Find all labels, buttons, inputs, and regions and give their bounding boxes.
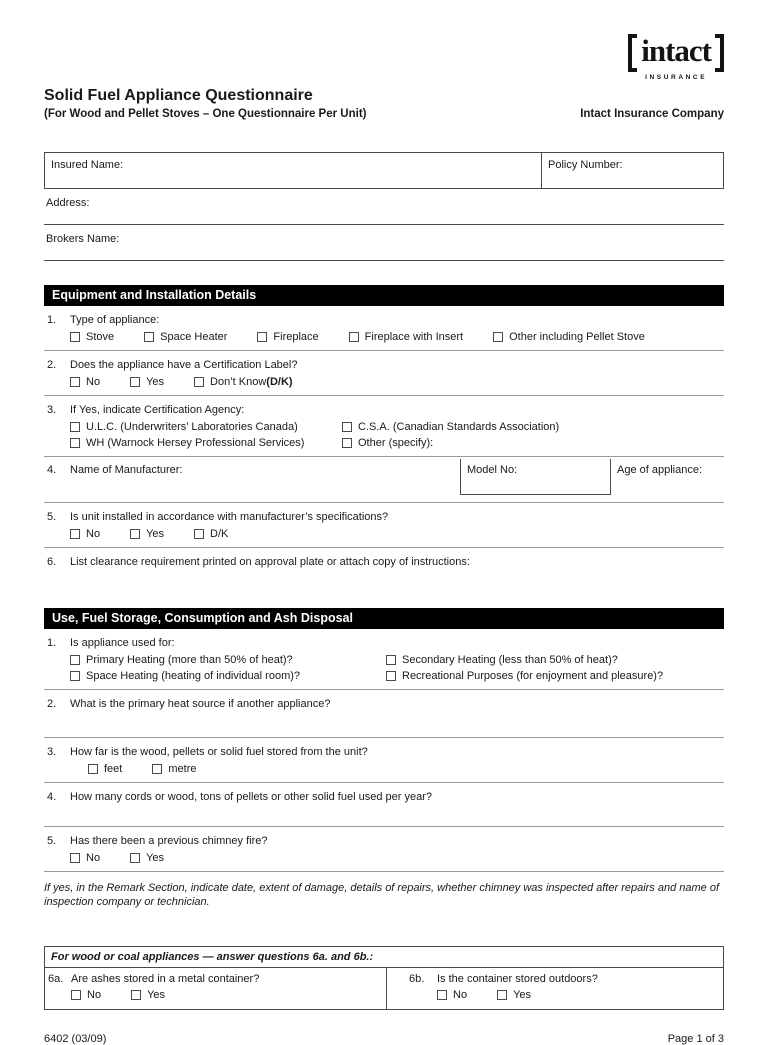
option-yes — [130, 852, 164, 864]
option-label: No — [86, 852, 101, 864]
divider — [44, 502, 724, 503]
question-number: 5. — [47, 511, 57, 523]
answer-area[interactable] — [44, 710, 724, 730]
option-ulc — [70, 421, 342, 433]
option-label: U.L.C. (Underwriters’ Laboratories Canada) — [86, 421, 298, 433]
insured-name-label: Insured Name: — [51, 159, 124, 171]
question-text: Is unit installed in accordance with manufacturer’s specifications? — [70, 511, 389, 523]
manufacturer-label: Name of Manufacturer: — [70, 464, 183, 476]
checkbox-no[interactable] — [70, 853, 80, 863]
checkbox-fireplace-insert[interactable] — [349, 332, 359, 342]
option-no — [70, 376, 100, 388]
option-label: Other including Pellet Stove — [509, 331, 645, 343]
option-label: Primary Heating (more than 50% of heat)? — [86, 654, 293, 666]
checkbox-space-heating[interactable] — [70, 671, 80, 681]
s1-q6 — [44, 556, 724, 568]
option-label: Space Heating (heating of individual room)? — [86, 670, 301, 682]
option-label: Yes — [513, 989, 532, 1001]
checkbox-yes[interactable] — [130, 529, 140, 539]
s1-q2 — [44, 359, 724, 371]
checkbox-no[interactable] — [70, 529, 80, 539]
question-text: Is the container stored outdoors? — [437, 973, 598, 985]
subtitle-row — [44, 108, 724, 120]
option-no — [437, 989, 467, 1001]
divider — [44, 395, 724, 396]
s2-q5 — [44, 835, 724, 847]
option-space-heater — [144, 331, 227, 343]
s1-q5-options — [70, 528, 724, 540]
option-other-specify — [342, 437, 724, 449]
checkbox-dont-know[interactable] — [194, 377, 204, 387]
s2-q5-options — [70, 852, 724, 864]
divider — [44, 456, 724, 457]
option-yes — [130, 528, 164, 540]
option-label: No — [86, 376, 101, 388]
intact-logo — [628, 34, 724, 81]
divider — [44, 689, 724, 690]
option-dk — [194, 528, 228, 540]
question-text: Type of appliance: — [70, 314, 160, 326]
checkbox-dk[interactable] — [194, 529, 204, 539]
s2-q3-options — [88, 763, 724, 775]
logo-wordmark — [628, 34, 724, 72]
question-text: How many cords or wood, tons of pellets or other solid fuel used per year? — [70, 791, 432, 803]
question-number: 6b. — [409, 973, 425, 985]
insured-name-field[interactable] — [45, 153, 541, 188]
question-number: 5. — [47, 835, 57, 847]
brokers-name-field[interactable] — [44, 225, 724, 261]
option-label: WH (Warnock Hersey Professional Services) — [86, 437, 305, 449]
policy-info-table — [44, 152, 724, 261]
option-label: Yes — [147, 989, 166, 1001]
chimney-fire-note: If yes, in the Remark Section, indicate date, extent of damage, details of repairs, whether chimney was inspected after repairs and name of inspection company or technician. — [44, 882, 720, 908]
form-number: 6402 (03/09) — [44, 1033, 107, 1045]
address-field[interactable] — [44, 189, 724, 225]
s1-q5 — [44, 511, 724, 523]
checkbox-fireplace[interactable] — [257, 332, 267, 342]
question-text: How far is the wood, pellets or solid fuel stored from the unit? — [70, 746, 368, 758]
option-label: Don’t Know — [210, 376, 267, 388]
q6a-options — [71, 989, 380, 1001]
option-label: Space Heater — [160, 331, 228, 343]
checkbox-yes[interactable] — [130, 853, 140, 863]
s1-q4 — [44, 459, 724, 495]
s2-q6a — [45, 973, 380, 985]
divider — [44, 737, 724, 738]
q6a-cell — [45, 968, 386, 1009]
option-label: Stove — [86, 331, 115, 343]
option-fireplace — [257, 331, 318, 343]
model-no-label: Model No: — [467, 464, 518, 476]
divider — [44, 350, 724, 351]
checkbox-ulc[interactable] — [70, 422, 80, 432]
question-text: List clearance requirement printed on approval plate or attach copy of instructions: — [70, 556, 470, 568]
checkbox-space-heater[interactable] — [144, 332, 154, 342]
question-text: Are ashes stored in a metal container? — [71, 973, 260, 985]
option-label: D/K — [210, 528, 229, 540]
checkbox-other-specify[interactable] — [342, 438, 352, 448]
option-label: Yes — [146, 528, 165, 540]
question-text: What is the primary heat source if another appliance? — [70, 698, 331, 710]
option-metre — [152, 763, 196, 775]
s2-q2 — [44, 698, 724, 710]
page-footer — [44, 1033, 724, 1045]
question-number: 4. — [47, 464, 57, 476]
question-number: 3. — [47, 746, 57, 758]
logo-row — [44, 34, 724, 81]
address-label: Address: — [46, 197, 90, 209]
logo-tagline: INSURANCE — [645, 74, 708, 81]
s1-q1-options — [70, 331, 724, 343]
option-label: No — [87, 989, 102, 1001]
divider — [44, 547, 724, 548]
q6b-options — [437, 989, 717, 1001]
option-dont-know — [194, 376, 293, 388]
question-text: Is appliance used for: — [70, 637, 175, 649]
checkbox-secondary-heating[interactable] — [386, 655, 396, 665]
section-use-fuel-header: Use, Fuel Storage, Consumption and Ash Disposal — [44, 608, 724, 629]
s2-q1 — [44, 637, 724, 649]
checkbox-wh[interactable] — [70, 438, 80, 448]
option-label: No — [86, 528, 101, 540]
model-no-field[interactable] — [460, 459, 610, 495]
s1-q3 — [44, 404, 724, 416]
question-text: Does the appliance have a Certification Label? — [70, 359, 298, 371]
page-title: Solid Fuel Appliance Questionnaire — [44, 87, 313, 104]
appliance-age-field[interactable] — [610, 459, 724, 495]
option-other-pellet — [493, 331, 645, 343]
page-indicator: Page 1 of 3 — [667, 1033, 724, 1045]
option-yes — [131, 989, 165, 1001]
section-equipment-header: Equipment and Installation Details — [44, 285, 724, 306]
checkbox-metre[interactable] — [152, 764, 162, 774]
checkbox-primary-heating[interactable] — [70, 655, 80, 665]
question-number: 1. — [47, 637, 57, 649]
checkbox-other-pellet[interactable] — [493, 332, 503, 342]
question-text: Has there been a previous chimney fire? — [70, 835, 268, 847]
option-space-heating — [70, 670, 386, 682]
checkbox-stove[interactable] — [70, 332, 80, 342]
s2-q3 — [44, 746, 724, 758]
option-label: Recreational Purposes (for enjoyment and pleasure)? — [402, 670, 664, 682]
s1-q3-options — [70, 421, 724, 449]
insured-policy-row — [44, 152, 724, 189]
option-label-bold: (D/K) — [266, 376, 293, 388]
wood-coal-box-header: For wood or coal appliances — answer questions 6a. and 6b.: — [45, 947, 723, 968]
wood-coal-box — [44, 946, 724, 1010]
option-primary-heating — [70, 654, 386, 666]
answer-area[interactable] — [44, 568, 724, 584]
logo-right-bracket-icon — [715, 34, 724, 72]
checkbox-yes[interactable] — [130, 377, 140, 387]
option-no — [70, 852, 100, 864]
policy-number-label: Policy Number: — [548, 159, 623, 171]
question-number: 6a. — [48, 973, 64, 985]
checkbox-yes[interactable] — [497, 990, 507, 1000]
question-text: If Yes, indicate Certification Agency: — [70, 404, 245, 416]
q6b-cell — [386, 968, 723, 1009]
checkbox-csa[interactable] — [342, 422, 352, 432]
option-label: Fireplace with Insert — [364, 331, 464, 343]
question-number: 4. — [47, 791, 57, 803]
policy-number-field[interactable] — [541, 153, 723, 188]
s1-q2-options — [70, 376, 724, 388]
s1-q1 — [44, 314, 724, 326]
option-label: feet — [104, 763, 123, 775]
question-number: 2. — [47, 359, 57, 371]
option-feet — [88, 763, 122, 775]
option-yes — [497, 989, 531, 1001]
option-label: Yes — [146, 376, 165, 388]
page-subtitle: (For Wood and Pellet Stoves – One Questionnaire Per Unit) — [44, 108, 367, 120]
option-label: C.S.A. (Canadian Standards Association) — [358, 421, 560, 433]
option-stove — [70, 331, 114, 343]
option-no — [71, 989, 101, 1001]
s2-q6b — [387, 973, 717, 985]
option-label: No — [453, 989, 468, 1001]
option-label: Other (specify): — [358, 437, 434, 449]
logo-left-bracket-icon — [628, 34, 637, 72]
option-wh — [70, 437, 342, 449]
question-number: 1. — [47, 314, 57, 326]
wood-coal-box-body — [45, 968, 723, 1009]
checkbox-recreational[interactable] — [386, 671, 396, 681]
checkbox-yes[interactable] — [131, 990, 141, 1000]
checkbox-feet[interactable] — [88, 764, 98, 774]
option-yes — [130, 376, 164, 388]
logo-word: intact — [641, 33, 711, 68]
question-number: 3. — [47, 404, 57, 416]
checkbox-no[interactable] — [71, 990, 81, 1000]
question-number: 2. — [47, 698, 57, 710]
option-fireplace-insert — [349, 331, 463, 343]
checkbox-no[interactable] — [437, 990, 447, 1000]
s2-q1-options — [70, 654, 724, 682]
s2-q4 — [44, 791, 724, 803]
divider — [44, 871, 724, 872]
divider — [44, 782, 724, 783]
option-label: Secondary Heating (less than 50% of heat)? — [402, 654, 618, 666]
answer-area[interactable] — [44, 803, 724, 819]
option-label: Fireplace — [273, 331, 319, 343]
checkbox-no[interactable] — [70, 377, 80, 387]
appliance-age-label: Age of appliance: — [617, 464, 703, 476]
option-secondary-heating — [386, 654, 724, 666]
option-recreational — [386, 670, 724, 682]
company-name: Intact Insurance Company — [580, 108, 724, 120]
option-label: Yes — [146, 852, 165, 864]
option-no — [70, 528, 100, 540]
divider — [44, 826, 724, 827]
question-number: 6. — [47, 556, 57, 568]
manufacturer-field[interactable] — [44, 459, 460, 495]
brokers-name-label: Brokers Name: — [46, 233, 120, 245]
option-label: metre — [168, 763, 197, 775]
option-csa — [342, 421, 724, 433]
